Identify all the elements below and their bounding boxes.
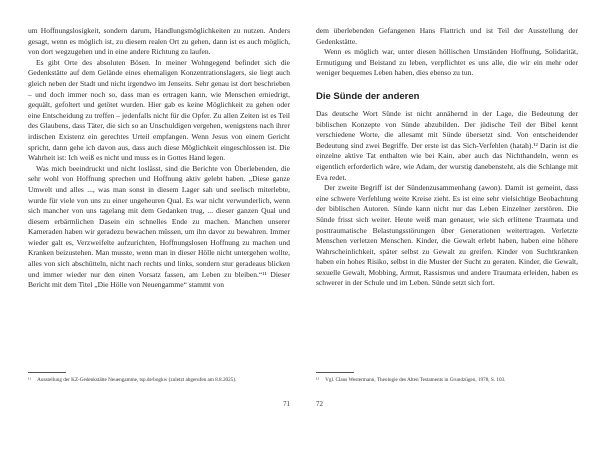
right-page-number: 72 xyxy=(316,400,323,408)
right-paragraph-1: dem überlebenden Gefangenen Hans Flattrich und ist Teil der Ausstellung der Gedenkstätte. xyxy=(316,26,578,46)
right-footnote-rule xyxy=(316,372,354,373)
section-heading: Die Sünde der anderen xyxy=(316,90,420,102)
left-page xyxy=(28,0,290,457)
left-page-body xyxy=(28,26,290,291)
left-footnote xyxy=(28,377,290,384)
left-paragraph-3: Was mich beeindruckt und nicht loslässt, sind die Berichte von Überlebenden, die sehr wohl von Hoffnung sprechen und Hoffnung aktiv gelebt haben. „Diese ganze Umwelt und alles ..., was man sonst in diesem Lager sah und seelisch miterlebte, wurde für viele von uns zu einer ungeheuren Qual. Es war nicht verwunderlich, wenn sich mancher von uns tagelang mit dem Gedanken trug, ... dieser ganzen Qual und diesem erbärmlichen Dasein ein schnelles Ende zu machen. Manchen unserer Kameraden haben wir geradezu bewachen müssen, um ihn davor zu bewahren. Immer wieder galt es, Verzweifelte aufzurichten, Hoffnungslosen Hoffnung zu machen und Kranken beizustehen. Man musste, wenn man in dieser Hölle nicht untergehen wollte, alles von sich abschütteln, nicht nach rechts und links, sondern stur geradeaus blicken und immer wieder nur den einen Vorsatz fassen, am Leben zu bleiben.“¹¹ Dieser Bericht mit dem Titel „Die Hölle von Neuengamme“ stammt von xyxy=(28,163,290,290)
right-paragraph-3: Das deutsche Wort Sünde ist nicht annähernd in der Lage, die Bedeutung der biblischen Konzepte von Sünde abzubilden. Der jüdische Teil der Bibel kennt verschiedene Worte, die allesamt mit Sünde übersetzt sind. Von entscheidender Bedeutung sind zwei Begriffe. Der erste ist das Sich-Verfehlen (hatah).¹² Darin ist die einzelne aktive Tat enthalten wie bei Kain, aber auch das Nichthandeln, wenn es eigentlich erforderlich wäre, wie Adam, der wurstig danebensteht, als die Schlange mit Eva redet. xyxy=(316,108,578,182)
left-paragraph-2: Es gibt Orte des absoluten Bösen. In meiner Wohngegend befindet sich die Gedenkstätte auf dem Gelände eines ehemaligen Konzentrationslagers, sie liegt auch gleich neben der Stadt und nicht irgendwo im Jenseits. Sehr genau ist dort beschrieben – und doch immer noch so, dass man es ertragen kann, wie Menschen erniedrigt, gequält, gefoltert und getötet wurden. Hier gab es keine Möglichkeit zu gehen oder eine Entscheidung zu treffen – jedenfalls nicht für die Opfer. Zu allen Zeiten ist es Teil des Glaubens, dass Täter, die sich so an Unschuldigen vergehen, wenigstens nach ihrer irdischen Existenz ein gerechtes Urteil empfangen. Wenn Jesus von einem Gericht spricht, dann gehe ich davon aus, dass auch diese Möglichkeit eingeschlossen ist. Die Wahrheit ist: Ich weiß es nicht und muss es in Gottes Hand legen. xyxy=(28,57,290,163)
left-footnote-number: ¹¹ xyxy=(28,377,32,383)
right-footnote-text: Vgl. Claus Westermann, Theologie des Alten Testaments in Grundzügen, 1978, S. 103. xyxy=(325,377,506,383)
left-paragraph-1: um Hoffnungslosigkeit, sondern darum, Handlungsmöglichkeiten zu nutzen. Anders gesagt, wenn es möglich ist, zu diesem realen Ort zu gehen, dann ist es auch möglich, von dort wegzugehen und in eine andere Richtung zu laufen. xyxy=(28,26,290,57)
left-footnote-rule xyxy=(28,372,66,373)
right-footnote-number: ¹² xyxy=(316,377,320,383)
right-page-body xyxy=(316,26,578,289)
left-footnote-text: Ausstellung der KZ-Gedenkstätte Neuengamme, tsp.de/bogkw (zuletzt abgerufen am 8.8.2025). xyxy=(37,377,237,383)
right-paragraph-4: Der zweite Begriff ist der Sündenzusammenhang (awon). Damit ist gemeint, dass eine schwere Verfehlung weite Kreise zieht. Es ist eine sehr vielsichtige Beobachtung der biblischen Autoren. Sünde kann nicht nur das Leben Einzelner zerstören. Die Sünde frisst sich weiter. Heute weiß man genauer, wie sich erlittene Traumata und posttraumatische Belastungsstörungen über Generationen weitertragen. Verletzte Menschen verletzen Menschen. Kinder, die Gewalt erlebt haben, haben eine höhere Wahrscheinlichkeit, später selbst zu Gewalt zu greifen. Kinder von Suchtkranken haben ein hohes Risiko, selbst in die Muster der Sucht zu geraten. Kinder, die Gewalt, sexuelle Gewalt, Mobbing, Armut, Rassismus und andere Traumata erleiden, haben es schwerer in der Schule und im Leben. Sünde setzt sich fort. xyxy=(316,183,578,288)
right-paragraph-2: Wenn es möglich war, unter diesen höllischen Umständen Hoffnung, Solidarität, Ermutigung und Beistand zu leben, verpflichtet es uns alle, die wir ein mehr oder weniger bequemes Leben haben, dies ebenso zu tun. xyxy=(316,47,578,78)
right-footnote xyxy=(316,377,578,384)
right-page xyxy=(316,0,578,457)
left-page-number: 71 xyxy=(283,400,290,408)
